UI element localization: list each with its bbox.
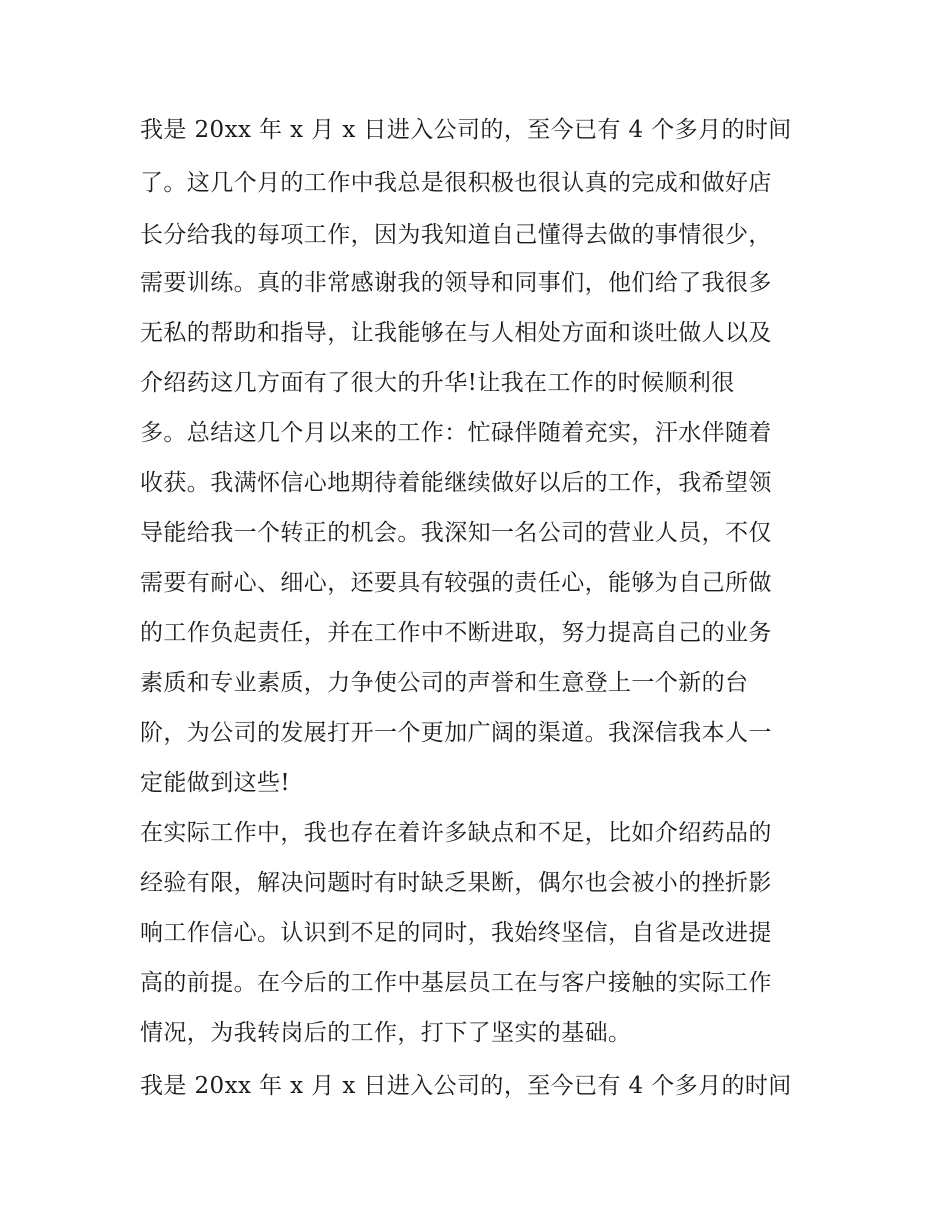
text-line-5: 无私的帮助和指导，让我能够在与人相处方面和谈吐做人以及 [140, 320, 772, 346]
text-line-8: 收获。我满怀信心地期待着能继续做好以后的工作，我希望领 [140, 470, 772, 496]
text-line-12: 素质和专业素质，力争使公司的声誉和生意登上一个新的台 [140, 670, 749, 696]
text-line-10: 需要有耐心、细心，还要具有较强的责任心，能够为自己所做 [140, 570, 772, 596]
text-line-19: 情况，为我转岗后的工作，打下了坚实的基础。 [140, 1020, 632, 1046]
text-line-15: 在实际工作中，我也存在着许多缺点和不足，比如介绍药品的 [140, 820, 772, 846]
text-line-14: 定能做到这些! [140, 770, 291, 796]
text-line-2: 了。这几个月的工作中我总是很积极也很认真的完成和做好店 [140, 170, 772, 196]
text-line-18: 高的前提。在今后的工作中基层员工在与客户接触的实际工作 [140, 970, 772, 996]
text-line-17: 响工作信心。认识到不足的同时，我始终坚信，自省是改进提 [140, 920, 772, 946]
text-line-13: 阶，为公司的发展打开一个更加广阔的渠道。我深信我本人一 [140, 720, 772, 746]
text-line-3: 长分给我的每项工作，因为我知道自己懂得去做的事情很少， [140, 222, 772, 248]
text-line-11: 的工作负起责任，并在工作中不断进取，努力提高自己的业务 [140, 620, 772, 646]
text-line-20: 我是 20xx 年 x 月 x 日进入公司的，至今已有 4 个多月的时间 [140, 1073, 792, 1099]
text-line-4: 需要训练。真的非常感谢我的领导和同事们，他们给了我很多 [140, 270, 772, 296]
text-line-9: 导能给我一个转正的机会。我深知一名公司的营业人员，不仅 [140, 520, 772, 546]
text-line-1: 我是 20xx 年 x 月 x 日进入公司的，至今已有 4 个多月的时间 [140, 117, 792, 143]
text-line-16: 经验有限，解决问题时有时缺乏果断，偶尔也会被小的挫折影 [140, 870, 772, 896]
text-line-7: 多。总结这几个月以来的工作：忙碌伴随着充实，汗水伴随着 [140, 420, 772, 446]
text-line-6: 介绍药这几方面有了很大的升华!让我在工作的时候顺利很 [140, 370, 735, 396]
